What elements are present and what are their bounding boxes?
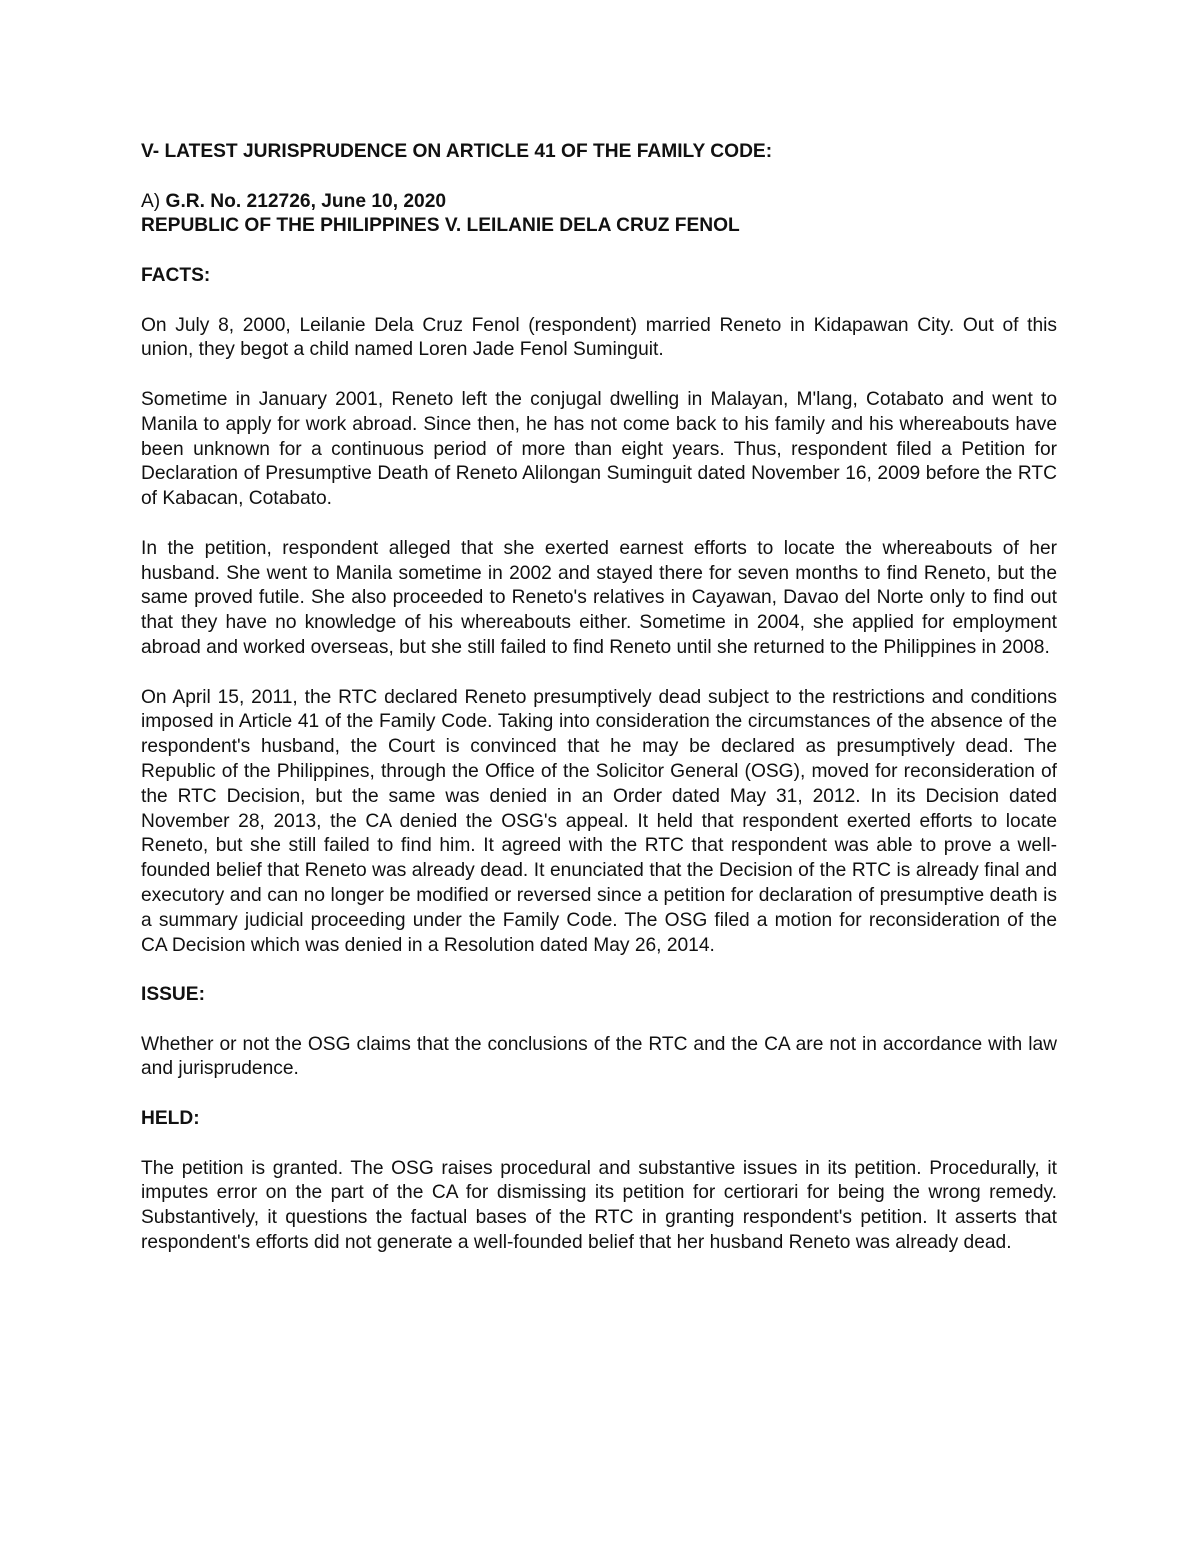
case-prefix: A)	[141, 190, 166, 212]
facts-label: FACTS:	[141, 264, 211, 286]
case-line	[141, 190, 1057, 215]
case-number: G.R. No. 212726, June 10, 2020	[165, 190, 447, 212]
main-heading: V- LATEST JURISPRUDENCE ON ARTICLE 41 OF THE FAMILY CODE:	[141, 141, 773, 162]
case-title: REPUBLIC OF THE PHILIPPINES V. LEILANIE DELA CRUZ FENOL	[141, 215, 740, 237]
document-page	[141, 140, 1057, 1256]
held-paragraph: The petition is granted. The OSG raises procedural and substantive issues in its petition. Procedurally, it imputes error on the part of the CA for dismissing its petition for certiorari for being the wrong remedy. Substantively, it questions the factual bases of the RTC in granting respondent's petition. It asserts that respondent's efforts did not generate a well-founded belief that her husband Reneto was already dead.	[141, 1157, 1057, 1254]
facts-paragraph-3: In the petition, respondent alleged that she exerted earnest efforts to locate the whereabouts of her husband. She went to Manila sometime in 2002 and stayed there for seven months to find Reneto, but the same proved futile. She also proceeded to Reneto's relatives in Cayawan, Davao del Norte only to find out that they have no knowledge of his whereabouts either. Sometime in 2004, she applied for employment abroad and worked overseas, but she still failed to find Reneto until she returned to the Philippines in 2008.	[141, 537, 1057, 658]
held-label: HELD:	[141, 1108, 200, 1130]
facts-paragraph-1: On July 8, 2000, Leilanie Dela Cruz Fenol (respondent) married Reneto in Kidapawan City. Out of this union, they begot a child named Loren Jade Fenol Suminguit.	[141, 314, 1057, 361]
facts-paragraph-2: Sometime in January 2001, Reneto left the conjugal dwelling in Malayan, M'lang, Cotabato and went to Manila to apply for work abroad. Since then, he has not come back to his family and his whereabouts have been unknown for a continuous period of more than eight years. Thus, respondent filed a Petition for Declaration of Presumptive Death of Reneto Alilongan Suminguit dated November 16, 2009 before the RTC of Kabacan, Cotabato.	[141, 388, 1057, 510]
issue-label: ISSUE:	[141, 984, 205, 1006]
issue-paragraph: Whether or not the OSG claims that the conclusions of the RTC and the CA are not in accordance with law and jurisprudence.	[141, 1033, 1057, 1080]
facts-paragraph-4: On April 15, 2011, the RTC declared Reneto presumptively dead subject to the restrictions and conditions imposed in Article 41 of the Family Code. Taking into consideration the circumstances of the absence of the respondent's husband, the Court is convinced that he may be declared as presumptively dead. The Republic of the Philippines, through the Office of the Solicitor General (OSG), moved for reconsideration of the RTC Decision, but the same was denied in an Order dated May 31, 2012. In its Decision dated November 28, 2013, the CA denied the OSG's appeal. It held that respondent exerted efforts to locate Reneto, but she still failed to find him. It agreed with the RTC that respondent was able to prove a well-founded belief that Reneto was already dead. It enunciated that the Decision of the RTC is already final and executory and can no longer be modified or reversed since a petition for declaration of presumptive death is a summary judicial proceeding under the Family Code. The OSG filed a motion for reconsideration of the CA Decision which was denied in a Resolution dated May 26, 2014.	[141, 686, 1057, 956]
